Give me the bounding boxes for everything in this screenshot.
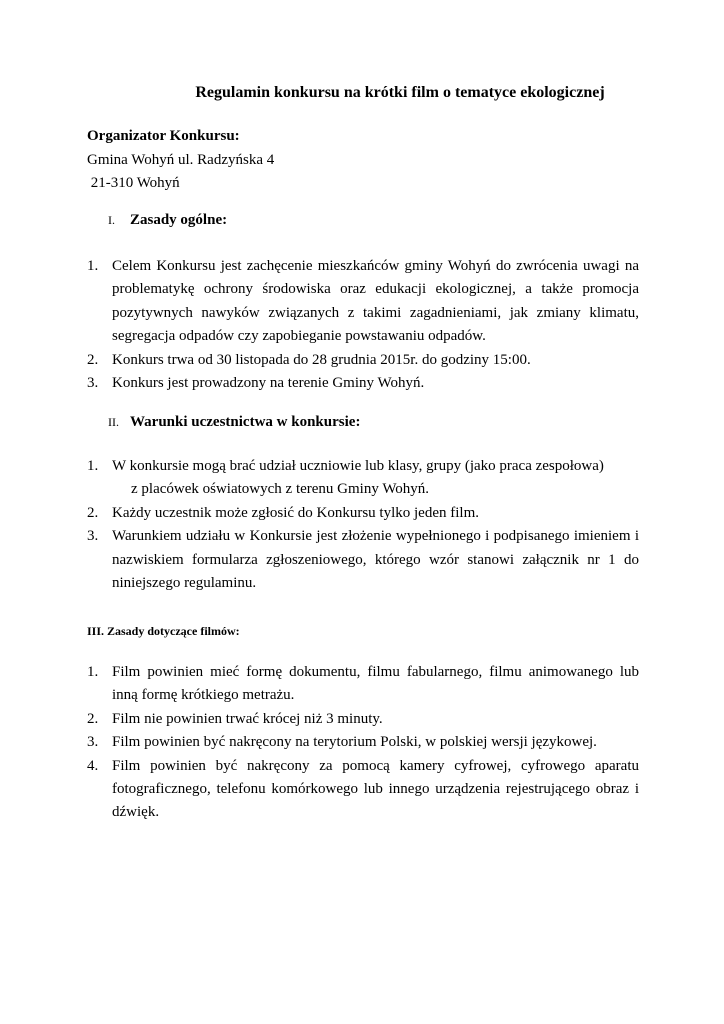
- section-2-number: II.: [108, 415, 119, 429]
- list-item: [87, 731, 639, 754]
- list-item: [87, 661, 639, 708]
- item-text-continuation: z placówek oświatowych z terenu Gminy Wohyń.: [131, 481, 430, 498]
- item-number: 2.: [87, 710, 99, 727]
- item-text: W konkursie mogą brać udział uczniowie lub klasy, grupy (jako praca zespołowa): [112, 458, 604, 474]
- item-text: Każdy uczestnik może zgłosić do Konkursu tylko jeden film.: [112, 504, 479, 521]
- item-number: 1.: [87, 458, 99, 474]
- item-number: 4.: [87, 757, 99, 774]
- section-1-title: Zasady ogólne:: [130, 212, 228, 228]
- item-text: Film powinien być nakręcony za pomocą kamery cyfrowej, cyfrowego aparatu fotograficznego, telefonu komórkowego lub innego urządzenia rejestrującego obraz i dźwięk.: [112, 757, 639, 821]
- document-title: Regulamin konkursu na krótki film o tematyce ekologicznej: [195, 84, 605, 101]
- list-item: [87, 755, 639, 825]
- item-number: 2.: [87, 504, 99, 521]
- section-2-title: Warunki uczestnictwa w konkursie:: [130, 414, 361, 430]
- item-number: 1.: [87, 664, 99, 680]
- list-item: [87, 372, 639, 395]
- list-item: [87, 708, 639, 731]
- item-number: 3.: [87, 375, 99, 392]
- organizer-address-line1: Gmina Wohyń ul. Radzyńska 4: [87, 151, 275, 168]
- section-2-list: [87, 455, 639, 595]
- section-2-heading: [108, 414, 360, 431]
- organizer-label: Organizator Konkursu:: [87, 128, 240, 144]
- item-number: 3.: [87, 734, 99, 751]
- section-1-list: [87, 255, 639, 395]
- list-item: [87, 502, 639, 525]
- item-number: 2.: [87, 351, 99, 368]
- item-text: Konkurs jest prowadzony na terenie Gminy Wohyń.: [112, 375, 425, 392]
- item-number: 1.: [87, 258, 99, 274]
- list-item: [87, 349, 639, 372]
- section-3-list: [87, 661, 639, 825]
- item-text: Warunkiem udziału w Konkursie jest złożenie wypełnionego i podpisanego imieniem i nazwiskiem formularza zgłoszeniowego, którego wzór stanowi załącznik nr 1 do niniejszego regulaminu.: [112, 528, 639, 592]
- list-item: [87, 525, 639, 595]
- item-text: Film nie powinien trwać krócej niż 3 minuty.: [112, 710, 383, 727]
- item-text: Film powinien być nakręcony na terytorium Polski, w polskiej wersji językowej.: [112, 734, 597, 751]
- section-1-number: I.: [108, 213, 115, 227]
- item-text: Celem Konkursu jest zachęcenie mieszkańców gminy Wohyń do zwrócenia uwagi na problematykę ochrony środowiska oraz edukacji ekologicznej, a także promocja pozytywnych nawyków związanych z takimi zagadnieniami, jak zmiany klimatu, segregacja odpadów czy zapobieganie powstawaniu odpadów.: [112, 258, 639, 345]
- item-text: Film powinien mieć formę dokumentu, filmu fabularnego, filmu animowanego lub inną formę krótkiego metrażu.: [112, 664, 639, 704]
- item-number: 3.: [87, 528, 99, 545]
- section-3-heading: III. Zasady dotyczące filmów:: [87, 624, 240, 638]
- list-item: [87, 255, 639, 349]
- section-1-heading: [108, 212, 227, 229]
- organizer-address-line2: 21-310 Wohyń: [87, 175, 180, 191]
- item-text: Konkurs trwa od 30 listopada do 28 grudnia 2015r. do godziny 15:00.: [112, 351, 531, 368]
- list-item: [87, 455, 639, 502]
- organizer-block: [87, 125, 274, 196]
